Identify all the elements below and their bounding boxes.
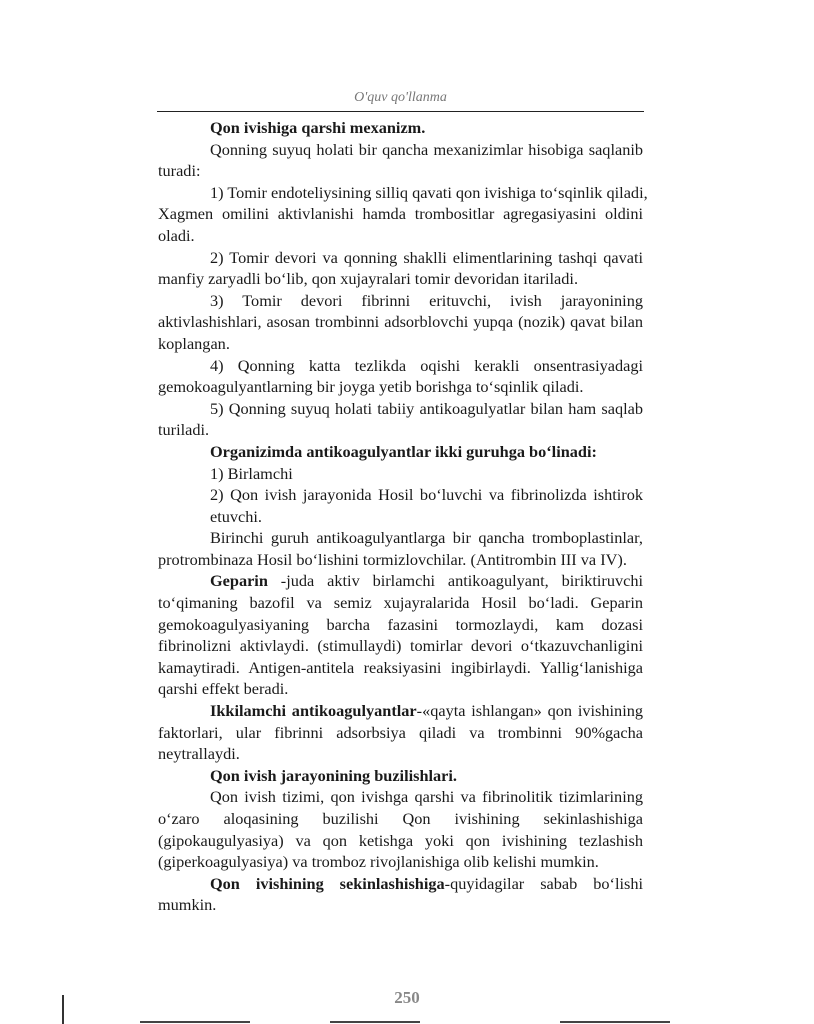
text-line	[158, 182, 648, 204]
paragraph	[158, 570, 643, 700]
paragraph	[158, 139, 643, 182]
text: Qonning suyuq holati bir qancha mexanizimlar hisobiga saqlanib	[210, 139, 643, 159]
bold-text: Ikkilamchi antikoagulyantlar	[210, 701, 417, 721]
text-line	[158, 894, 643, 916]
text: 1) Birlamchi	[210, 463, 293, 483]
text: etuvchi.	[210, 506, 262, 526]
paragraph	[158, 700, 643, 765]
running-header: O'quv qo'llanma	[354, 90, 447, 105]
text: gemokoagulyantlarning bir joyga yetib borishga to‘sqinlik qiladi.	[158, 377, 584, 397]
text-line	[158, 678, 643, 700]
text-line	[158, 484, 643, 506]
text: Birinchi guruh antikoagulyantlarga bir qancha tromboplastinlar,	[210, 528, 643, 548]
text-line	[158, 635, 643, 657]
bold-text: Geparin	[210, 571, 268, 591]
text: Xagmen omilini aktivlanishi hamda trombositlar agregasiyasini oldini	[158, 204, 643, 224]
bold-text: Qon ivishining sekinlashishiga	[210, 873, 445, 893]
paragraph	[158, 463, 643, 485]
text: oladi.	[158, 225, 195, 245]
text: turiladi.	[158, 420, 210, 440]
text-line	[158, 160, 643, 182]
text: 4) Qonning katta tezlikda oqishi kerakli onsentrasiyadagi	[210, 355, 643, 375]
paragraph	[158, 117, 643, 139]
text: (gipokaugulyasiya) va qon ketishga yoki qon ivishining tezlashish	[158, 830, 643, 850]
paragraph	[158, 441, 643, 463]
text: mumkin.	[158, 895, 217, 915]
text-line	[158, 376, 643, 398]
text-line	[158, 311, 643, 333]
text: Qon ivish tizimi, qon ivishga qarshi va fibrinolitik tizimlarining	[210, 787, 643, 807]
text-line	[158, 203, 643, 225]
text-line	[158, 268, 643, 290]
text: fibrinolizni aktivlaydi. (stimullaydi) tomirlar devori o‘tkazuvchanligini	[158, 636, 643, 656]
text: -«qayta ishlangan» qon ivishining	[416, 701, 643, 721]
text-line	[158, 873, 643, 895]
text: koplangan.	[158, 333, 230, 353]
text-line	[158, 743, 643, 765]
text: kamaytiradi. Antigen-antitela reaksiyasini ingibirlaydi. Yallig‘lanishiga	[158, 657, 643, 677]
text: gemokoagulyasiyaning barcha fazasini tormozlaydi, kam dozasi	[158, 614, 643, 634]
text: 1) Tomir endoteliysining silliq qavati qon ivishiga to‘sqinlik qiladi,	[210, 182, 648, 202]
text-line	[158, 657, 643, 679]
paragraph	[158, 765, 643, 787]
text: 3) Tomir devori fibrinni erituvchi, ivish jarayonining	[210, 290, 643, 310]
text: to‘qimaning bazofil va semiz xujayralarida Hosil bo‘ladi. Geparin	[158, 593, 643, 613]
text-line	[158, 592, 643, 614]
paragraph	[158, 355, 643, 398]
text-line	[158, 549, 643, 571]
text-line	[158, 765, 643, 787]
paragraph	[158, 398, 643, 441]
paragraph	[158, 290, 643, 355]
text-line	[158, 355, 643, 377]
bold-text: Organizimda antikoagulyantlar ikki guruhga bo‘linadi:	[210, 441, 597, 461]
text-line	[158, 463, 643, 485]
text-line	[158, 290, 643, 312]
text: -juda aktiv birlamchi antikoagulyant, biriktiruvchi	[267, 571, 643, 591]
bold-text: Qon ivishiga qarshi mexanizm.	[210, 118, 426, 137]
text-line	[158, 247, 643, 269]
text: o‘zaro aloqasining buzilishi Qon ivishining sekinlashishiga	[158, 809, 643, 828]
text-line	[158, 700, 643, 722]
text-line	[158, 139, 643, 161]
text-line	[158, 527, 643, 549]
text: 5) Qonning suyuq holati tabiiy antikoagulyatlar bilan ham saqlab	[210, 398, 643, 418]
text-line	[158, 614, 643, 636]
scan-bottom-line	[560, 1021, 670, 1023]
scan-bottom-line	[330, 1021, 420, 1023]
text: faktorlari, ular fibrinni adsorbsiya qiladi va trombinni 90%gacha	[158, 722, 643, 742]
text: (giperkoagulyasiya) va tromboz rivojlanishiga olib kelishi mumkin.	[158, 852, 599, 872]
text-line	[158, 570, 643, 592]
text: neytrallaydi.	[158, 744, 240, 764]
scan-edge-mark	[62, 995, 64, 1024]
bold-text: Qon ivish jarayonining buzilishlari.	[210, 765, 457, 785]
text: protrombinaza Hosil bo‘lishini tormizlovchilar. (Antitrombin III va IV).	[158, 549, 627, 569]
text-line	[158, 506, 643, 528]
paragraph	[158, 484, 643, 527]
paragraph	[158, 182, 648, 247]
text-line	[158, 441, 643, 463]
text-line	[158, 117, 643, 139]
text: 2) Tomir devori va qonning shaklli elimentlarining tashqi qavati	[210, 247, 643, 267]
page-body	[158, 117, 648, 916]
text-line	[158, 786, 643, 808]
paragraph	[158, 873, 643, 916]
page-number: 250	[394, 988, 420, 1007]
paragraph	[158, 527, 643, 570]
text: manfiy zaryadli bo‘lib, qon xujayralari tomir devoridan itariladi.	[158, 269, 579, 289]
text-line	[158, 225, 643, 247]
text-line	[158, 722, 643, 744]
header-rule	[157, 111, 644, 112]
text-line	[158, 808, 643, 830]
text: -quyidagilar sabab bo‘lishi	[444, 873, 643, 893]
text-line	[158, 830, 643, 852]
text: aktivlashishlari, asosan trombinni adsorblovchi yupqa (nozik) qavat bilan	[158, 312, 643, 332]
text-line	[158, 333, 643, 355]
text: 2) Qon ivish jarayonida Hosil bo‘luvchi va fibrinolizda ishtirok	[210, 485, 643, 505]
paragraph	[158, 786, 643, 872]
text-line	[158, 851, 643, 873]
text: turadi:	[158, 161, 201, 181]
text-line	[158, 419, 643, 441]
paragraph	[158, 247, 643, 290]
text: qarshi effekt beradi.	[158, 679, 289, 699]
scan-bottom-line	[140, 1021, 250, 1023]
text-line	[158, 398, 643, 420]
